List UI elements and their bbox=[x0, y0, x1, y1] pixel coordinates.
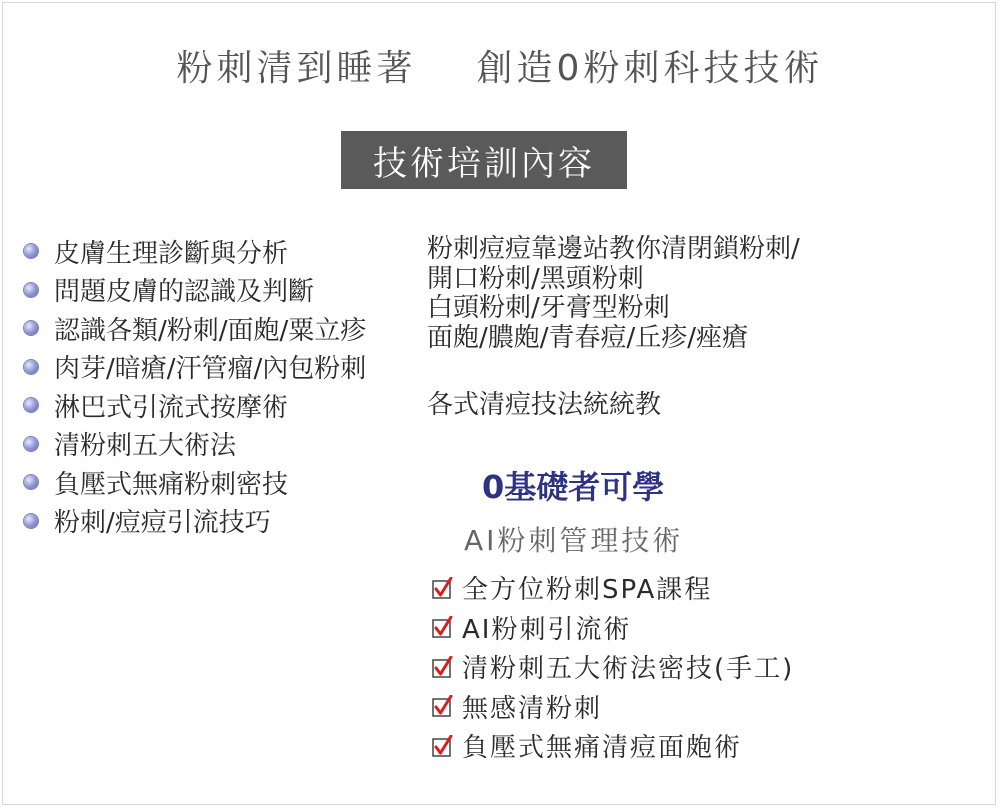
bullet-icon bbox=[24, 360, 38, 374]
acne-types-text bbox=[427, 235, 800, 353]
text-line: 面皰/膿皰/青春痘/丘疹/痤瘡 bbox=[427, 322, 749, 353]
bullet-icon bbox=[24, 475, 38, 489]
techniques-note: 各式清痘技法統統教 bbox=[427, 390, 662, 420]
text-line: 粉刺痘痘靠邊站教你清閉鎖粉刺/ bbox=[427, 234, 800, 264]
list-item: 皮膚生理診斷與分析 bbox=[24, 232, 366, 271]
checkbox-checked-icon bbox=[432, 735, 454, 757]
checklist-item: 無感清粉刺 bbox=[432, 687, 794, 727]
list-item: 淋巴式引流式按摩術 bbox=[24, 386, 366, 425]
list-item: 問題皮膚的認識及判斷 bbox=[24, 271, 366, 310]
course-checklist bbox=[432, 568, 794, 766]
list-item: 粉刺/痘痘引流技巧 bbox=[24, 502, 366, 541]
checklist-item: 負壓式無痛清痘面皰術 bbox=[432, 726, 794, 766]
checklist-item: 全方位粉刺SPA課程 bbox=[432, 568, 794, 608]
list-item: 認識各類/粉刺/面皰/粟立疹 bbox=[24, 309, 366, 348]
bullet-icon bbox=[24, 514, 38, 528]
bullet-icon bbox=[24, 283, 38, 297]
headline-left: 粉刺清到睡著 bbox=[176, 48, 417, 89]
list-item: 清粉刺五大術法 bbox=[24, 425, 366, 464]
training-content-banner bbox=[341, 131, 627, 189]
bullet-icon bbox=[24, 437, 38, 451]
checkbox-checked-icon bbox=[432, 616, 454, 638]
ai-section-title: AI粉刺管理技術 bbox=[464, 524, 684, 557]
bullet-icon bbox=[24, 244, 38, 258]
topic-list bbox=[24, 232, 366, 540]
text-line: 開口粉刺/黑頭粉刺 bbox=[427, 263, 644, 294]
bullet-icon bbox=[24, 321, 38, 335]
bullet-icon bbox=[24, 398, 38, 412]
checklist-item: 清粉刺五大術法密技(手工) bbox=[432, 647, 794, 687]
checklist-item: AI粉刺引流術 bbox=[432, 608, 794, 648]
list-item: 肉芽/暗瘡/汗管瘤/內包粉刺 bbox=[24, 348, 366, 387]
list-item: 負壓式無痛粉刺密技 bbox=[24, 463, 366, 502]
headline bbox=[0, 40, 1000, 91]
checkbox-checked-icon bbox=[432, 656, 454, 678]
banner-title: 技術培訓內容 bbox=[373, 143, 595, 184]
zero-basis-heading: 0基礎者可學 bbox=[482, 468, 665, 506]
checkbox-checked-icon bbox=[432, 695, 454, 717]
text-line: 白頭粉刺/牙膏型粉刺 bbox=[427, 293, 670, 323]
headline-right: 創造0粉刺科技技術 bbox=[476, 48, 824, 89]
checkbox-checked-icon bbox=[432, 577, 454, 599]
